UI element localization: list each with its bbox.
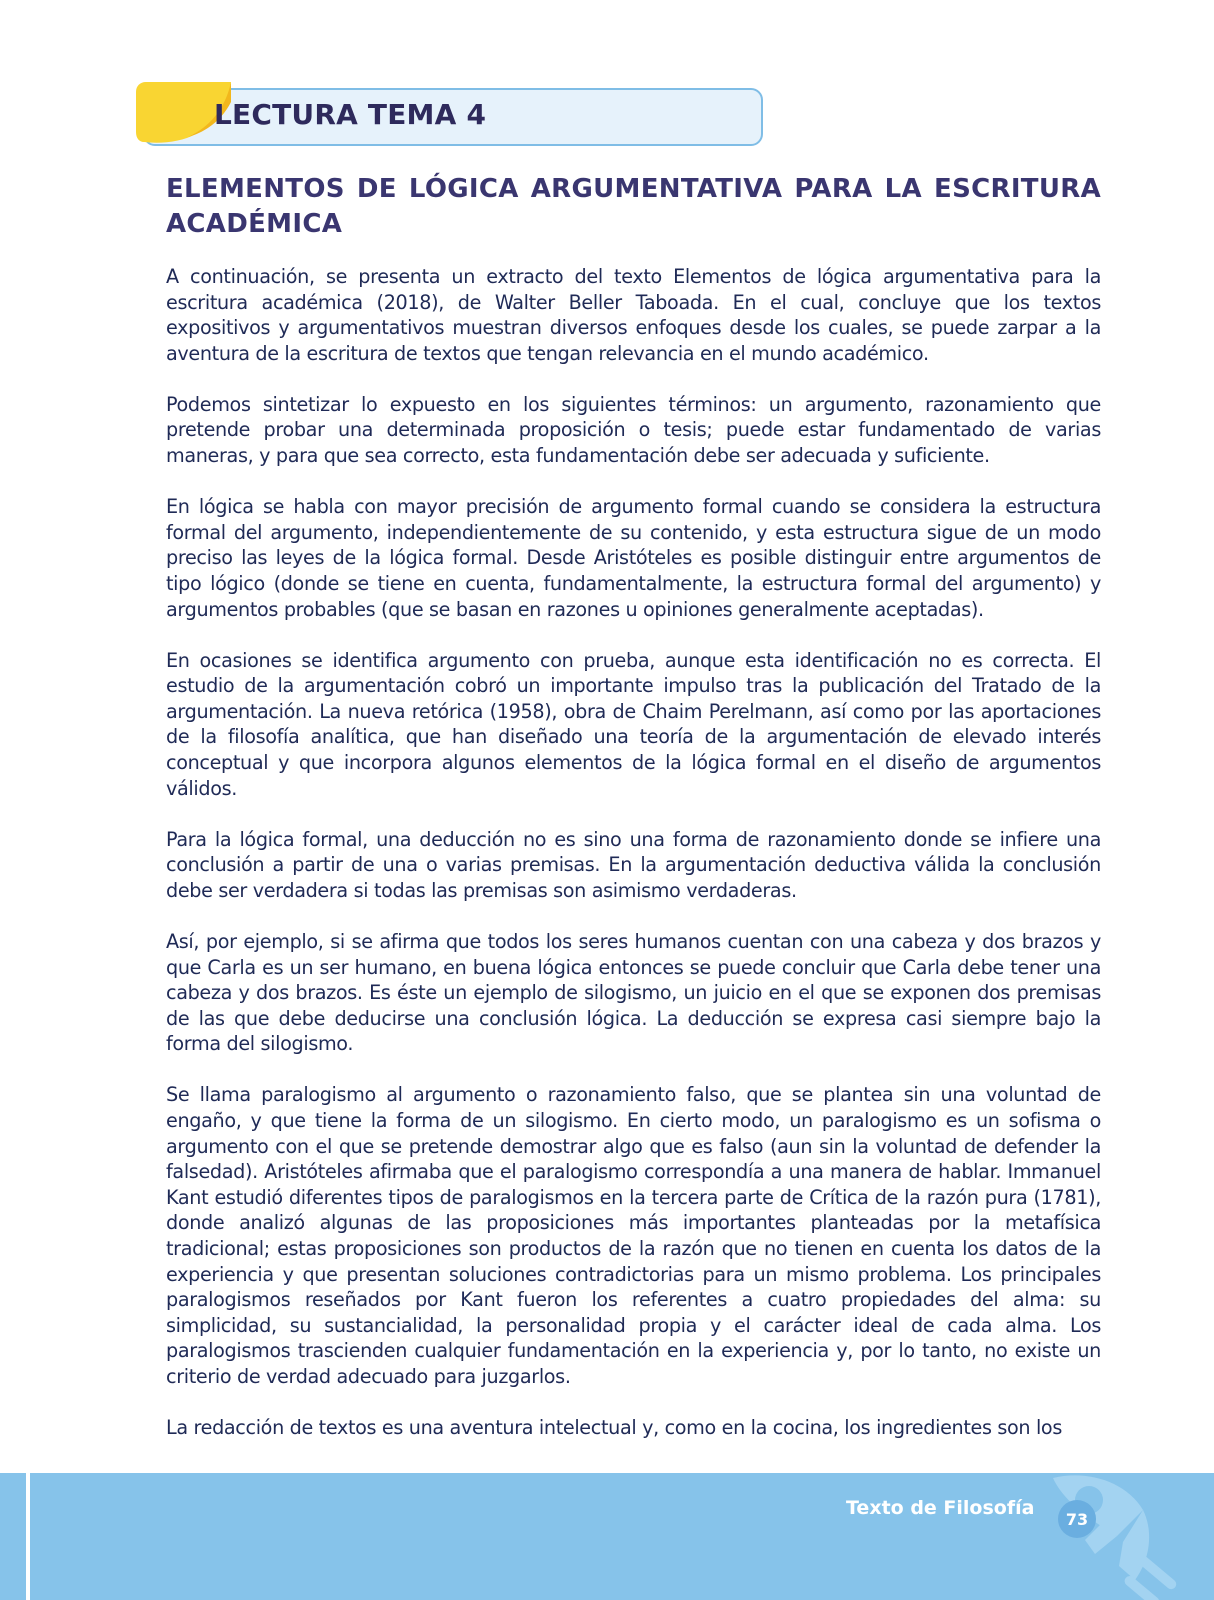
page-number-badge: 73 xyxy=(1058,1500,1096,1538)
paragraph: Para la lógica formal, una deducción no es sino una forma de razonamiento donde se infiere una conclusión a partir de una o varias premisas. En la argumentación deductiva válida la conclusión debe ser verdadera si todas las premisas son asimismo verdaderas. xyxy=(166,827,1101,902)
paragraph: En ocasiones se identifica argumento con prueba, aunque esta identificación no es correcta. El estudio de la argumentación cobró un importante impulso tras la publicación del Tratado de la argumentación. La nueva retórica (1958), obra de Chaim Perelmann, así como por las aportaciones de la filosofía analítica, que han diseñado una teoría de la argumentación de elevado interés conceptual y que incorpora algunos elementos de la lógica formal en el diseño de argumentos válidos. xyxy=(166,648,1101,800)
paragraph: Así, por ejemplo, si se afirma que todos los seres humanos cuentan con una cabeza y dos brazos y que Carla es un ser humano, en buena lógica entonces se puede concluir que Carla debe tener una cabeza y dos brazos. Es éste un ejemplo de silogismo, un juicio en el que se exponen dos premisas de las que debe deducirse una conclusión lógica. La deducción se expresa casi siempre bajo la forma del silogismo. xyxy=(166,929,1101,1056)
footer-stripe xyxy=(26,1473,30,1600)
paragraph: La redacción de textos es una aventura intelectual y, como en la cocina, los ingredientes son los xyxy=(166,1416,1062,1440)
paragraph: En lógica se habla con mayor precisión de argumento formal cuando se considera la estructura formal del argumento, independientemente de su contenido, y esta estructura sigue de un modo preciso las leyes de la lógica formal. Desde Aristóteles es posible distinguir entre argumentos de tipo lógico (donde se tiene en cuenta, fundamentalmente, la estructura formal del argumento) y argumentos probables (que se basan en razones u opiniones generalmente aceptadas). xyxy=(166,495,1101,621)
rocket-icon xyxy=(1025,1470,1205,1600)
book-title: Texto de Filosofía xyxy=(846,1497,1035,1519)
paragraph: Podemos sintetizar lo expuesto en los siguientes términos: un argumento, razonamiento que pretende probar una determinada proposición o tesis; puede estar fundamentado de varias maneras, y para que sea correcto, esta fundamentación debe ser adecuada y suficiente. xyxy=(166,392,1101,468)
body-text xyxy=(166,264,1101,1466)
paragraph: Se llama paralogismo al argumento o razonamiento falso, que se plantea sin una voluntad de engaño, y que tiene la forma de un silogismo. En cierto modo, un paralogismo es un sofisma o argumento con el que se pretende demostrar algo que es falso (aun sin la voluntad de defender la falsedad). Aristóteles afirmaba que el paralogismo correspondía a una manera de hablar. Immanuel Kant estudió diferentes tipos de paralogismos en la tercera parte de Crítica de la razón pura (1781), donde analizó algunas de las proposiciones más importantes planteadas por la metafísica tradicional; estas proposiciones son productos de la razón que no tienen en cuenta los datos de la experiencia y que presentan soluciones contradictorias para un mismo problema. Los principales paralogismos reseñados por Kant fueron los referentes a cuatro propiedades del alma: su simplicidad, su sustancialidad, la personalidad propia y el carácter ideal de cada alma. Los paralogismos trascienden cualquier fundamentación en la experiencia y, por lo tanto, no existe un criterio de verdad adecuado para juzgarlos. xyxy=(166,1083,1101,1388)
section-title: LECTURA TEMA 4 xyxy=(214,98,487,131)
paragraph: A continuación, se presenta un extracto del texto Elementos de lógica argumentativa para la escritura académica (2018), de Walter Beller Taboada. En el cual, concluye que los textos expositivos y argumentativos muestran diversos enfoques desde los cuales, se puede zarpar a la aventura de la escritura de textos que tengan relevancia en el mundo académico. xyxy=(166,265,1101,365)
page-heading: ELEMENTOS DE LÓGICA ARGUMENTATIVA PARA LA ESCRITURA ACADÉMICA xyxy=(166,174,1101,239)
